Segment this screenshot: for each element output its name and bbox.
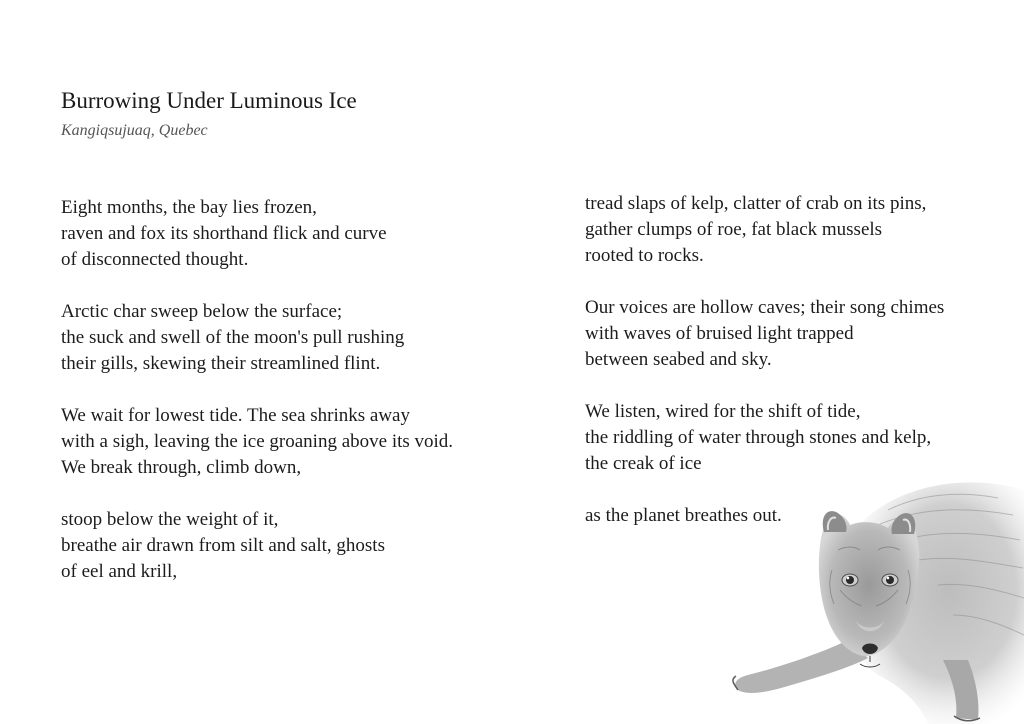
stanza — [61, 195, 501, 273]
poem-line: with waves of bruised light trapped — [585, 323, 854, 344]
poem-line: the riddling of water through stones and kelp, — [585, 427, 932, 448]
stanza — [585, 295, 1015, 373]
poem-line: of eel and krill, — [61, 561, 178, 582]
poem-line: their gills, skewing their streamlined flint. — [61, 353, 381, 374]
poem-line: gather clumps of roe, fat black mussels — [585, 219, 883, 240]
poem-line: of disconnected thought. — [61, 249, 249, 270]
poem-column-left — [61, 195, 501, 611]
stanza — [61, 403, 501, 481]
poem-location: Kangiqsujuaq, Quebec — [61, 122, 208, 139]
poem-line: tread slaps of kelp, clatter of crab on its pins, — [585, 193, 927, 214]
poem-line: raven and fox its shorthand flick and curve — [61, 223, 387, 244]
poem-line: as the planet breathes out. — [585, 505, 782, 526]
poem-line: breathe air drawn from silt and salt, ghosts — [61, 535, 385, 556]
poem-line: We listen, wired for the shift of tide, — [585, 401, 861, 422]
poem-line: We break through, climb down, — [61, 457, 302, 478]
poem-line: with a sigh, leaving the ice groaning above its void. — [61, 431, 454, 452]
poem-line: the suck and swell of the moon's pull rushing — [61, 327, 405, 348]
poem-line: Arctic char sweep below the surface; — [61, 301, 343, 322]
poem-line: Our voices are hollow caves; their song chimes — [585, 297, 945, 318]
stanza — [585, 399, 1015, 477]
poem-line: stoop below the weight of it, — [61, 509, 279, 530]
poem-line: between seabed and sky. — [585, 349, 772, 370]
stanza — [61, 299, 501, 377]
poem-line: rooted to rocks. — [585, 245, 704, 266]
poem-line: Eight months, the bay lies frozen, — [61, 197, 317, 218]
stanza — [585, 191, 1015, 269]
poem-line: We wait for lowest tide. The sea shrinks away — [61, 405, 410, 426]
poem-title: Burrowing Under Luminous Ice — [61, 88, 357, 113]
stanza — [61, 507, 501, 585]
arctic-fox-icon — [728, 470, 1024, 724]
poem-line: the creak of ice — [585, 453, 702, 474]
